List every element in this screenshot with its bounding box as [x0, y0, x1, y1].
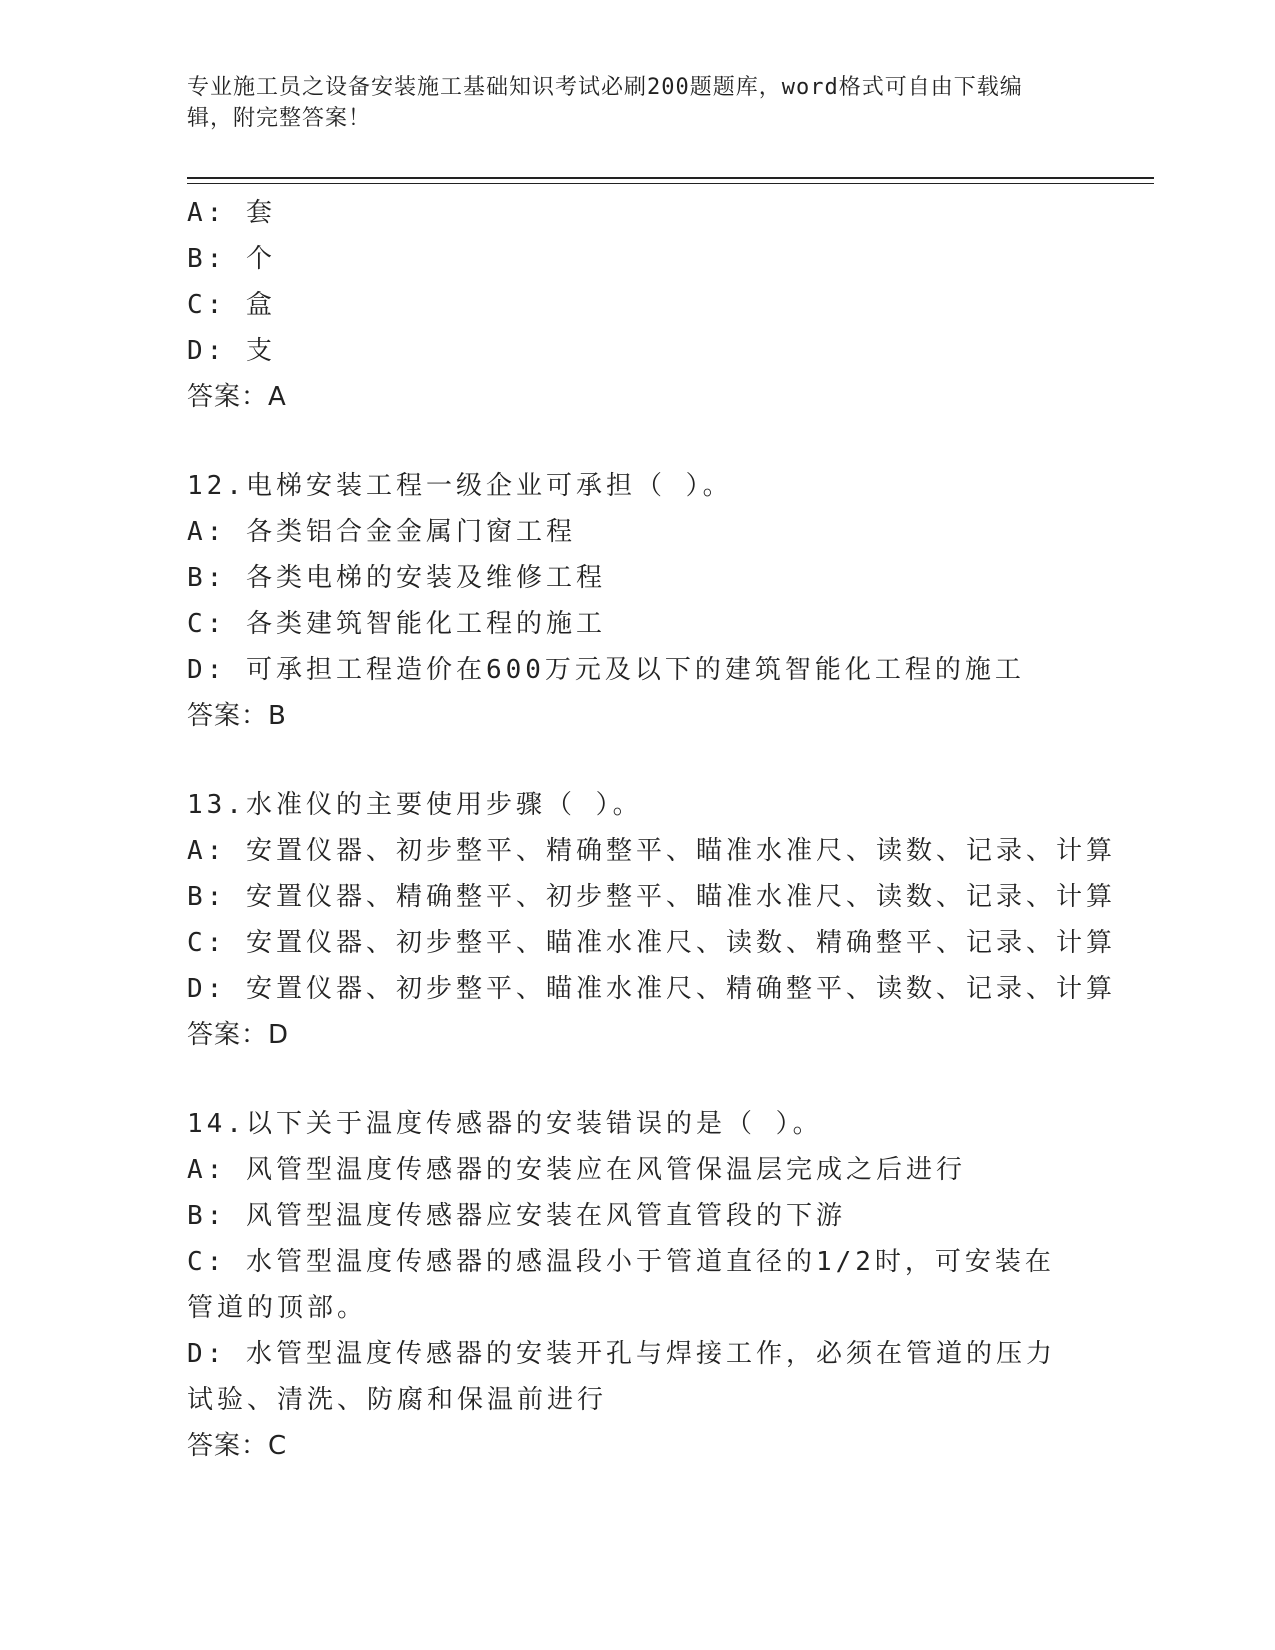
option-d: D: 水管型温度传感器的安装开孔与焊接工作，必须在管道的压力试验、清洗、防腐和保温前进行 [187, 1339, 1056, 1415]
question-stem: 14.以下关于温度传感器的安装错误的是（ ）。 [187, 1109, 823, 1139]
question-list [187, 190, 1116, 1469]
answer-label: 答案：A [187, 382, 287, 412]
question-13 [187, 782, 1116, 1058]
question-stem: 12.电梯安装工程一级企业可承担（ ）。 [187, 471, 733, 501]
question-stem: 13.水准仪的主要使用步骤（ ）。 [187, 790, 643, 820]
option-b: B: 风管型温度传感器应安装在风管直管段的下游 [187, 1201, 846, 1231]
header-rule-thin [187, 183, 1154, 184]
option-a: A: 各类铝合金金属门窗工程 [187, 517, 576, 547]
question-12 [187, 463, 1087, 739]
option-d: D: 可承担工程造价在600万元及以下的建筑智能化工程的施工 [187, 655, 1025, 685]
option-b: B: 安置仪器、精确整平、初步整平、瞄准水准尺、读数、记录、计算 [187, 882, 1116, 912]
answer-label: 答案：C [187, 1431, 288, 1461]
option-b: B: 各类电梯的安装及维修工程 [187, 563, 606, 593]
option-b: B: 个 [187, 244, 276, 274]
answer-label: 答案：B [187, 701, 287, 731]
option-d: D: 支 [187, 336, 276, 366]
option-a: A: 风管型温度传感器的安装应在风管保温层完成之后进行 [187, 1155, 966, 1185]
option-d: D: 安置仪器、初步整平、瞄准水准尺、精确整平、读数、记录、计算 [187, 974, 1116, 1004]
option-c: C: 水管型温度传感器的感温段小于管道直径的1/2时，可安装在管道的顶部。 [187, 1247, 1055, 1323]
header-rule-thick [187, 177, 1154, 179]
option-a: A: 套 [187, 198, 276, 228]
option-a: A: 安置仪器、初步整平、精确整平、瞄准水准尺、读数、记录、计算 [187, 836, 1116, 866]
question-11 [187, 190, 1087, 420]
option-c: C: 盒 [187, 290, 276, 320]
document-header: 专业施工员之设备安装施工基础知识考试必刷200题题库，word格式可自由下载编辑，附完整答案！ [187, 75, 1023, 131]
option-c: C: 安置仪器、初步整平、瞄准水准尺、读数、精确整平、记录、计算 [187, 928, 1116, 958]
question-14 [187, 1101, 1087, 1469]
option-c: C: 各类建筑智能化工程的施工 [187, 609, 606, 639]
answer-label: 答案：D [187, 1020, 290, 1050]
